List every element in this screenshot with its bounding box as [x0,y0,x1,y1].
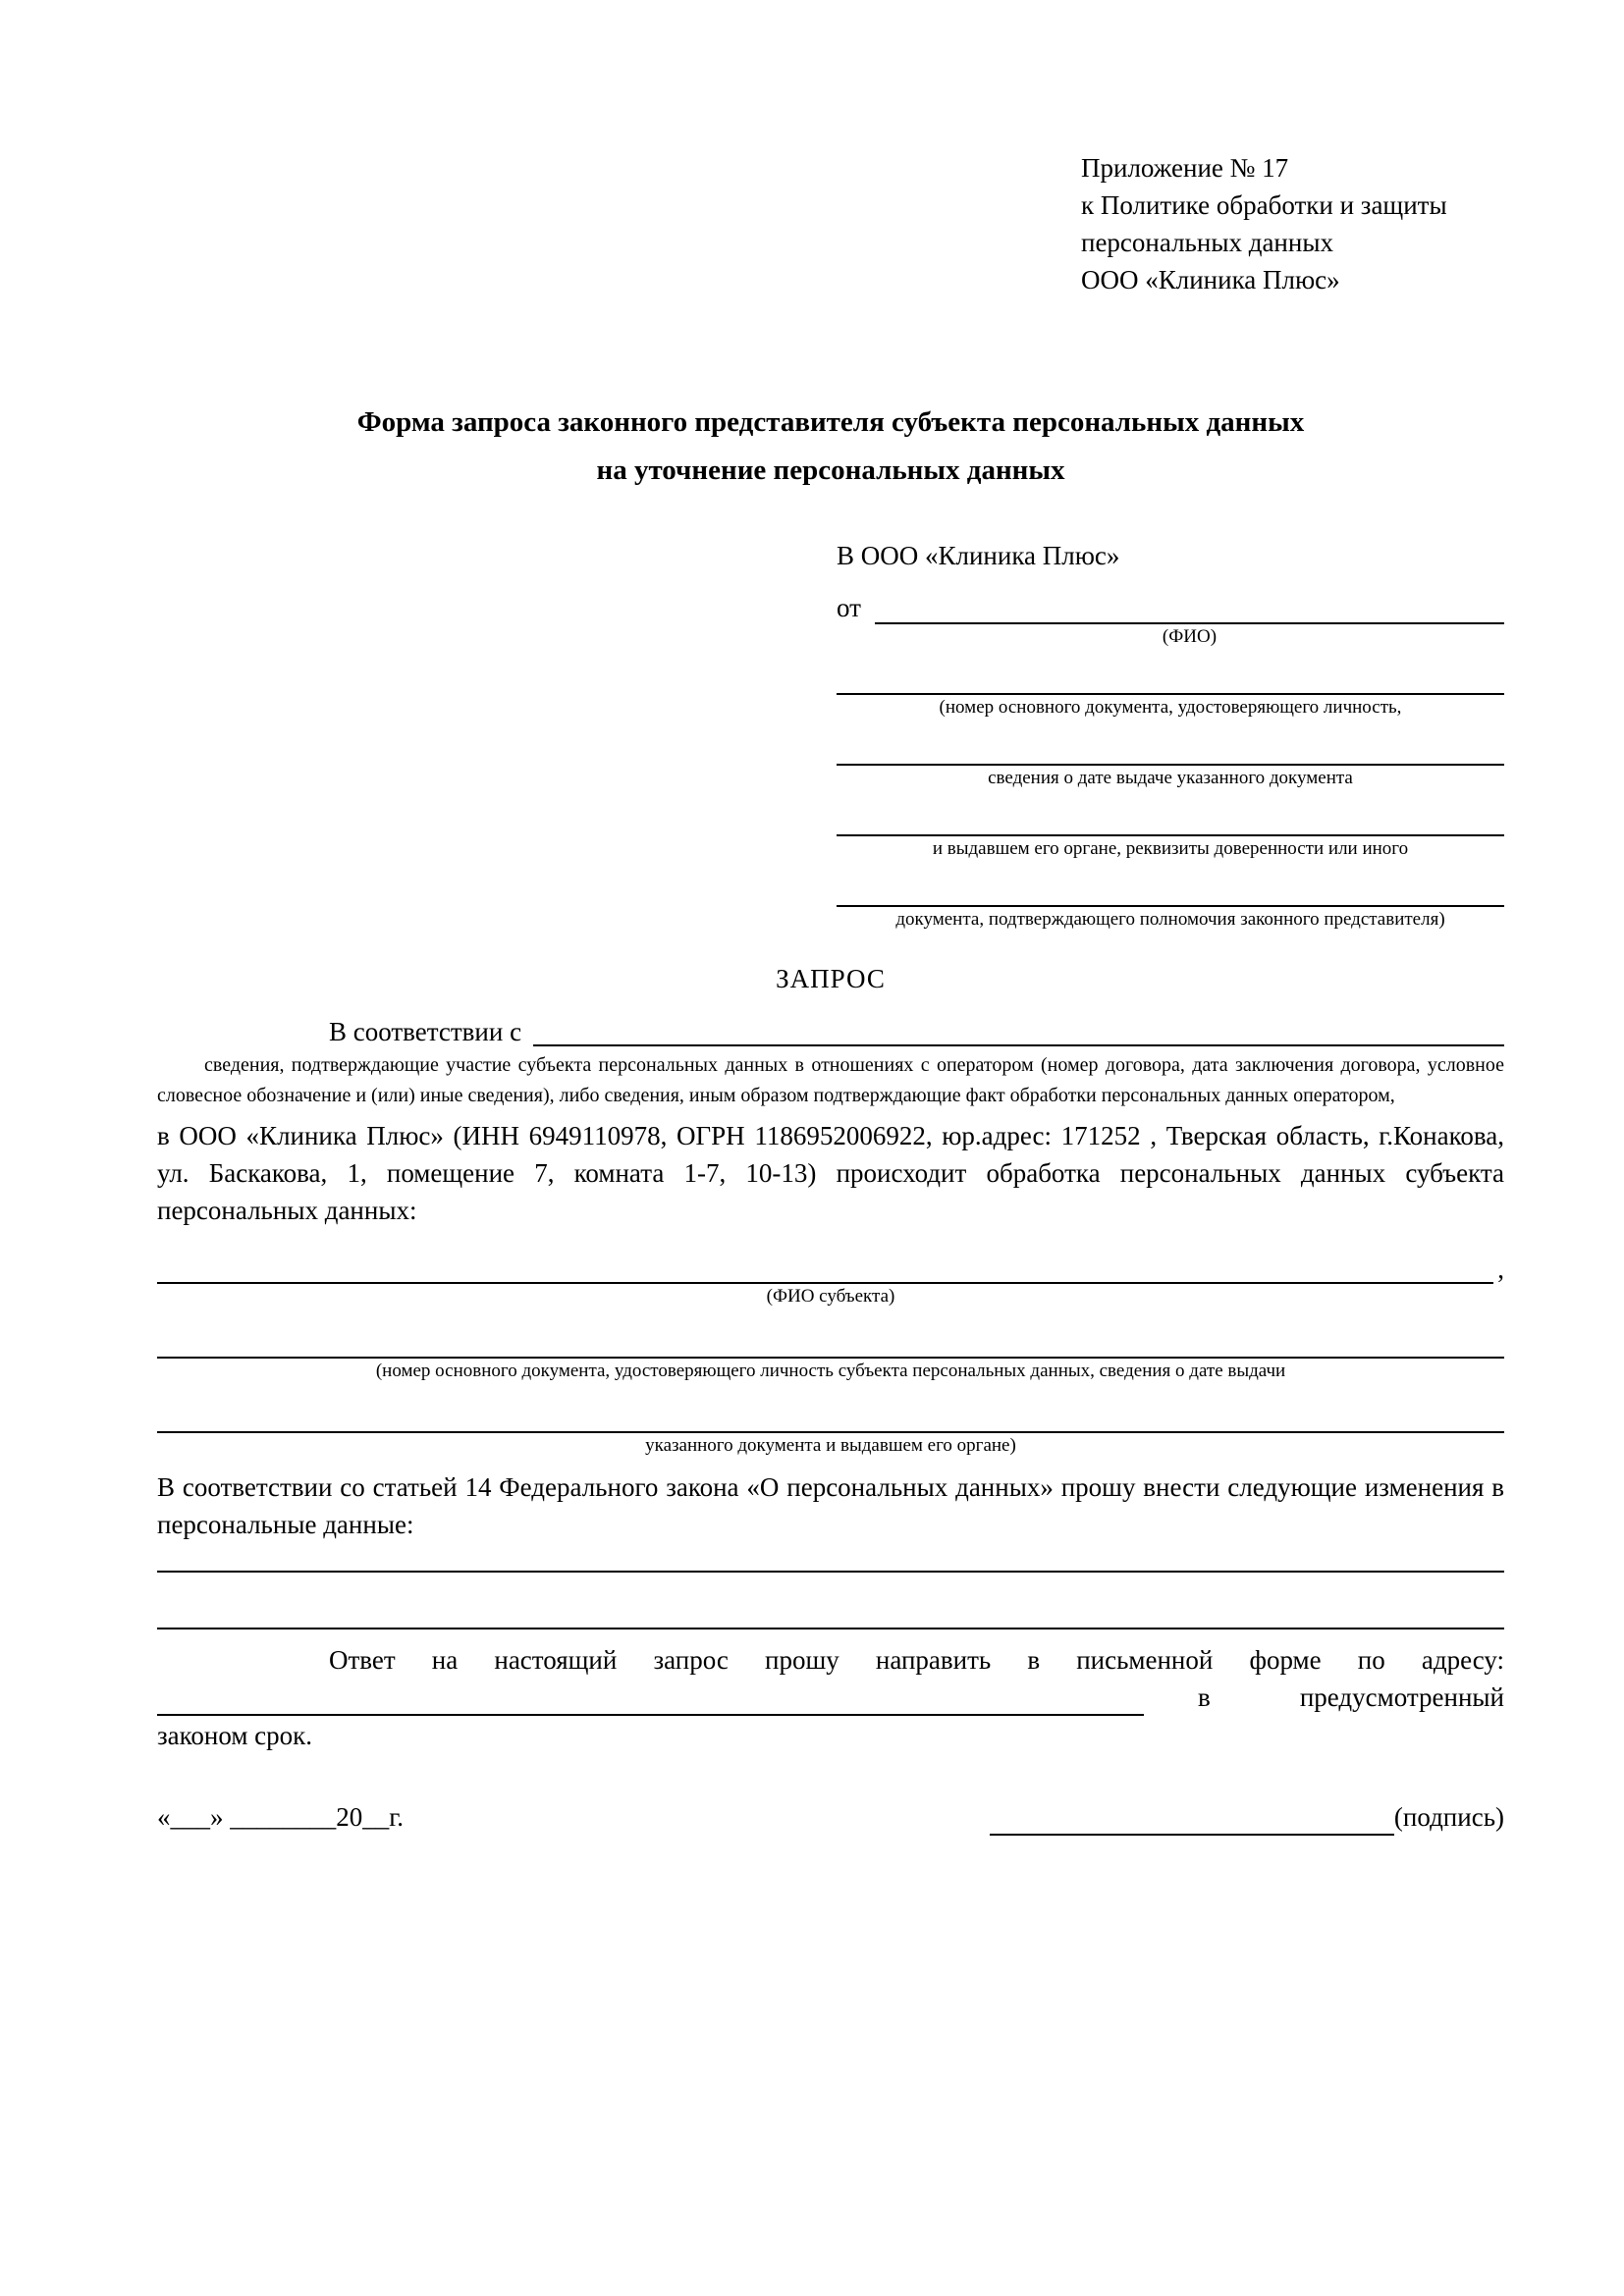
reply-address-blank-line [157,1681,1144,1716]
signature-group [990,1798,1504,1836]
changes-blank-line-1 [157,1543,1504,1573]
request-heading: ЗАПРОС [776,964,886,993]
subject-doc-blank-line-2 [157,1384,1504,1433]
representative-doc-caption-4: документа, подтверждающего полномочия законного представителя) [895,909,1445,930]
date-signature-row [157,1798,1504,1836]
subject-name-comma: , [1497,1255,1504,1284]
appendix-header-line: Приложение № 17 [1081,153,1289,183]
intro-blank-line [533,1013,1504,1046]
representative-doc-blank-line-3 [837,791,1504,836]
subject-name-blank-line [157,1245,1493,1284]
representative-doc-blank-line-1 [837,650,1504,695]
date-field: «___» ________20__г. [157,1802,405,1832]
subject-doc-caption-1: (номер основного документа, удостоверяющего личность субъекта персональных данных, сведения о дате выдачи [375,1361,1286,1381]
representative-doc-caption-3: и выдавшем его органе, реквизиты доверенности или иного [932,838,1409,859]
signature-caption: (подпись) [1393,1802,1504,1832]
from-field [875,589,1504,650]
subject-name-caption: (ФИО субъекта) [766,1286,895,1307]
reply-paragraph-line-3: законом срок. [157,1721,313,1750]
intro-row [157,1013,1504,1050]
form-title-line-1: Форма запроса законного представителя субъекта персональных данных [356,406,1305,438]
reply-paragraph-line-2 [157,1679,1504,1716]
reply-word-b: предусмотренный [1299,1682,1504,1712]
addressee-block [837,536,1504,933]
appendix-header-line: персональных данных [1081,228,1333,257]
intro-indent [157,1013,329,1050]
reply-paragraph-line-1: Ответ на настоящий запрос прошу направить в письменной форме по адресу: [329,1645,1504,1675]
appendix-header [1081,149,1504,298]
from-row [837,589,1504,650]
reply-word-a: в [1198,1682,1211,1712]
law-paragraph: В соответствии со статьей 14 Федерального закона «О персональных данных» прошу внести следующие изменения в персональные данные: [157,1472,1504,1539]
representative-doc-blank-line-4 [837,862,1504,907]
appendix-header-line: к Политике обработки и защиты [1081,190,1447,220]
representative-doc-caption-1: (номер основного документа, удостоверяющего личность, [939,697,1402,718]
representative-name-caption: (ФИО) [1162,626,1218,647]
subject-name-row [157,1245,1504,1284]
subject-doc-blank-line-1 [157,1309,1504,1359]
addressee-to: В ООО «Клиника Плюс» [837,541,1120,570]
representative-doc-blank-line-2 [837,721,1504,766]
appendix-header-line: ООО «Клиника Плюс» [1081,265,1340,294]
reply-line-2-text [1144,1679,1504,1716]
signature-blank-line [990,1802,1394,1836]
operator-paragraph: в ООО «Клиника Плюс» (ИНН 6949110978, ОГРН 1186952006922, юр.адрес: 171252 , Тверская область, г.Конакова, ул. Баскакова, 1, помещение 7, комната 1-7, 10-13) происходит обработка персональных данных субъекта персональных данных: [157,1121,1504,1225]
representative-name-blank-line [875,589,1504,624]
intro-caption: сведения, подтверждающие участие субъекта персональных данных в отношениях с оператором (номер договора, дата заключения договора, условное словесное обозначение и (или) иные сведения), либо сведения, иным образом подтверждающие факт обработки персональных данных оператором, [157,1054,1504,1106]
intro-label: В соответствии с [329,1017,522,1046]
form-title-line-2: на уточнение персональных данных [596,454,1065,486]
representative-doc-caption-2: сведения о дате выдаче указанного документа [988,768,1353,788]
from-label: от [837,593,861,622]
changes-blank-line-2 [157,1573,1504,1629]
form-title [157,399,1504,495]
subject-doc-caption-2: указанного документа и выдавшем его органе) [645,1435,1016,1456]
